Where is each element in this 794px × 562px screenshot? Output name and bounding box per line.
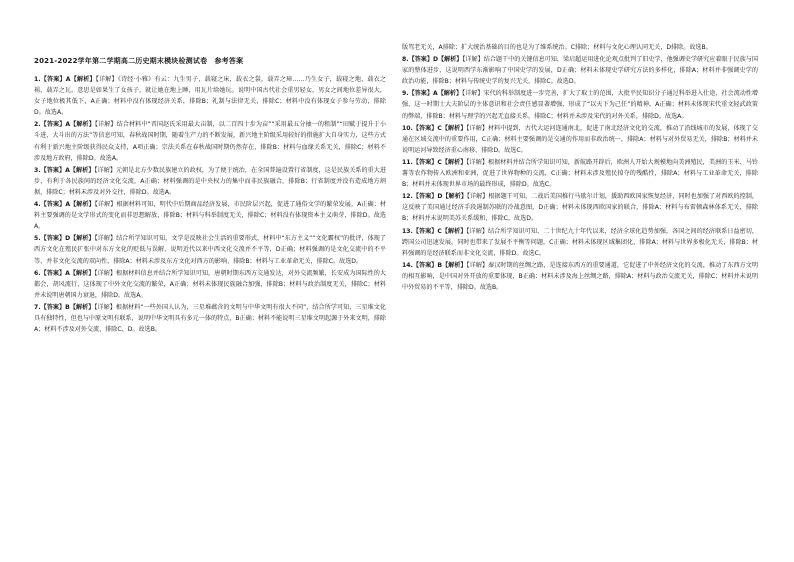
answer-tag: 【答案】B【解析】	[412, 261, 467, 269]
explanation-text: 【详解】结合材料中“晋国赵氏采用最大亩制，以二百四十步为亩”“采用最五分抽一的租制”“田赋于提升于小斗进，大斗出的方法”等信息可知，春秋战国时期，随着生产力的不断发展，新兴地主阶级采用较好的措施扩大自身实力，这些方式有利于新兴地主阶级获得民众支持，A项正确；宗法关系在春秋战国时期仍然存在，排除B；材料与血缘关系无关，排除C；材料不涉及地方政府，排除D。故选A。	[34, 121, 387, 162]
answer-item	[34, 233, 386, 266]
answer-item	[34, 199, 386, 232]
left-column	[34, 74, 386, 336]
answer-tag: 【答案】B【解析】	[40, 303, 95, 311]
explanation-text: 【详解】根据材料并结合所学知识可知，新航路开辟后，欧洲人开始大规模地向美洲殖民，美洲的玉米、马铃薯等农作物传入欧洲和亚洲，促进了世界物种的交流，C正确；材料未涉及殖民掠夺的残酷性，排除A；材料与工业革命无关，排除B；材料并未体现世界市场的最终形成，排除D。故选C。	[402, 158, 758, 189]
question-number: 13.	[402, 227, 413, 235]
explanation-text: 【详解】根据材料可知，明代中后期商品经济发展，市民阶层兴起，促进了通俗文学的繁荣发展，A正确；材料主要强调的是文学形式的变化而非思想解放，排除B；材料与科举制度无关，排除C；材料没有体现资本主义萌芽，排除D。故选A。	[34, 201, 386, 231]
answer-item	[34, 302, 386, 335]
answer-item	[402, 191, 758, 224]
answer-tag: 【答案】D【解析】	[408, 56, 463, 64]
answer-item	[34, 165, 386, 198]
answer-item	[402, 123, 758, 156]
question-number: 3.	[34, 166, 41, 174]
question-number: 14.	[402, 261, 413, 269]
answer-tag: 【答案】D【解析】	[40, 235, 95, 243]
answer-tag: 【答案】A【解析】	[408, 90, 463, 98]
answer-item	[402, 54, 758, 87]
answer-tag: 【答案】C【解析】	[412, 227, 467, 235]
explanation-text: 【详解】结合题干中的关键信息可知，梁启超运用进化论观点批判了旧史学，他强调史学研究应着眼于民族与国家的整体进步，这说明西学东渐影响了中国史学的发展，D正确；材料未体现史学研究方法的多样化，排除A；材料并非强调史学的政治功能，排除B；材料与传统史学的复兴无关，排除C。故选D。	[402, 56, 758, 86]
question-number: 7.	[34, 303, 41, 311]
question-number: 2.	[34, 121, 41, 129]
answer-item	[34, 74, 386, 118]
explanation-text: 【详解】《诗经·小雅》有云：九生男子，载寝之床，载衣之裳，载弄之璋……乃生女子，载寝之地，载衣之裼，载弄之瓦。意思是如果生了女孩子，就让她在地上睡，用瓦片给她玩。说明中国古代社会重男轻女，男女之间地位差异很大，女子地位极其低下，A正确；材料中没有体现经济关系，排除B；礼制与法律无关，排除C；材料中没有体现女子参与劳动，排除D。故选A。	[34, 76, 386, 117]
answer-tag: 【答案】A【解析】	[40, 269, 95, 277]
question-number: 6.	[34, 269, 41, 277]
explanation-text: 【详解】根据题干可知，二战后美国推行马歇尔计划，援助西欧国家恢复经济，同时也加强了对西欧的控制，这反映了美国通过经济手段遏制苏联的冷战意图，D正确；材料未体现西欧国家的联合，排除A；材料与布雷顿森林体系无关，排除B；材料并未说明美苏关系缓和，排除C。故选D。	[402, 193, 759, 223]
continued-answer: 版驾老无关，A排除；扩大统治基础的目的也是为了维系统治。C排除；材料与文化心理认同无关，D排除。故选B。	[402, 44, 712, 51]
answer-tag: 【答案】C【解析】	[412, 158, 467, 166]
right-column	[402, 42, 758, 294]
answer-item	[34, 119, 386, 163]
explanation-text: 【详解】结合所学知识可知，文学是反映社会生活的重要形式，材料中“东方主义”“文化霸权”的批评，体现了西方文化在殖民扩张中对东方文化的贬低与误解，说明近代以来中西文化交流并不平等，D正确；材料强调的是文化交流中的不平等，并非文化交流的双向性，排除A；材料未涉及东方文化对西方的影响，排除B；材料与工业革命无关，排除C。故选D。	[34, 235, 386, 265]
explanation-text: 【详解】宋代的科举制度进一步完善，扩大了取士的范围，大批平民知识分子通过科举进入仕途，社会流动性增强，这一时期士大夫阶层的主体意识和社会责任感显著增强，形成了“以天下为己任”的精神，A正确；材料未体现宋代重文轻武政策的弊端，排除B；材料与理学的兴起无直接关系，排除C；材料并未涉及宋代的对外关系，排除D。故选A。	[402, 90, 759, 120]
answer-item	[402, 260, 758, 293]
explanation-text: 【详解】结合所学知识可知，二十世纪九十年代以来，经济全球化趋势加强，各国之间的经济联系日益密切，跨国公司迅速发展，同时也带来了发展不平衡等问题，C正确；材料未体现区域集团化，排除A；材料与世界多极化无关，排除B；材料强调的是经济联系而非文化交流，排除D。故选C。	[402, 227, 758, 257]
explanation-text: 【详解】秦汉时期的丝绸之路，是连接东西方的重要通道，它促进了中外经济文化的交流，推动了东西方文明的相互影响，是中国对外开放的重要体现，B正确；材料未涉及海上丝绸之路，排除A；材料与政治交流无关，排除C；材料并未说明中外贸易的不平等，排除D。故选B。	[402, 261, 758, 291]
question-number: 10.	[402, 124, 413, 132]
question-number: 11.	[402, 158, 413, 166]
answer-item	[402, 157, 758, 190]
explanation-text: 【详解】根据材料“一些外国人认为，三星堆蕴含的文明与中华文明有很大不同”，结合所学可知，三星堆文化具有独特性，但也与中原文明有联系，说明中华文明具有多元一体的特点，B正确；材料不能说明三星堆文明起源于外来文明，排除A；材料不涉及对外交流，排除C、D。故选B。	[34, 303, 386, 334]
question-number: 12.	[402, 193, 413, 201]
question-number: 1.	[34, 76, 41, 83]
question-number: 5.	[34, 235, 41, 243]
answer-tag: 【答案】A【解析】	[40, 76, 96, 83]
answer-tag: 【答案】A【解析】	[40, 166, 95, 174]
explanation-text: 【详解】根据材料信息并结合所学知识可知，唐朝时期东西方交通发达，对外交流频繁，长安成为国际性的大都会，胡风流行，这体现了中外文化交流的繁荣，A正确；材料未体现民族融合加强，排除B；材料与政治制度无关，排除C；材料并未说明唐朝国力衰退，排除D。故选A。	[34, 269, 387, 299]
answer-item	[34, 268, 386, 301]
answer-item	[402, 226, 758, 259]
answer-tag: 【答案】D【解析】	[412, 193, 467, 201]
question-number: 4.	[34, 201, 41, 209]
answer-tag: 【答案】A【解析】	[40, 121, 95, 129]
answer-tag: 【答案】C【解析】	[412, 124, 467, 132]
question-number: 8.	[402, 56, 409, 64]
explanation-text: 【详解】材料中提到，古代大运河连通南北，促进了南北经济文化的交流，推动了沿线城市的发展，体现了交通在区域交流中的重要作用，C正确；材料主要强调的是交通的作用而非政治统一，排除A；材料与对外贸易无关，排除B；材料并未说明运河导致经济重心南移，排除D。故选C。	[402, 124, 758, 154]
answer-item	[402, 88, 758, 121]
answer-tag: 【答案】A【解析】	[40, 201, 95, 209]
question-number: 9.	[402, 90, 409, 98]
explanation-text: 【详解】元朝是北方少数民族建立的政权，为了便于统治，在全国普遍设置行省制度，这是民族关系的重大进步，有利于各民族间的经济文化交流，A正确；材料强调的是中央权力的集中而非民族融合，排除B；行省制度并没有造成地方割据，排除C；材料未涉及对外交往，排除D。故选A。	[34, 166, 387, 196]
document-title: 2021-2022学年第二学期高二历史期末模块检测试卷 参考答案	[34, 57, 244, 65]
right-items	[402, 54, 758, 293]
